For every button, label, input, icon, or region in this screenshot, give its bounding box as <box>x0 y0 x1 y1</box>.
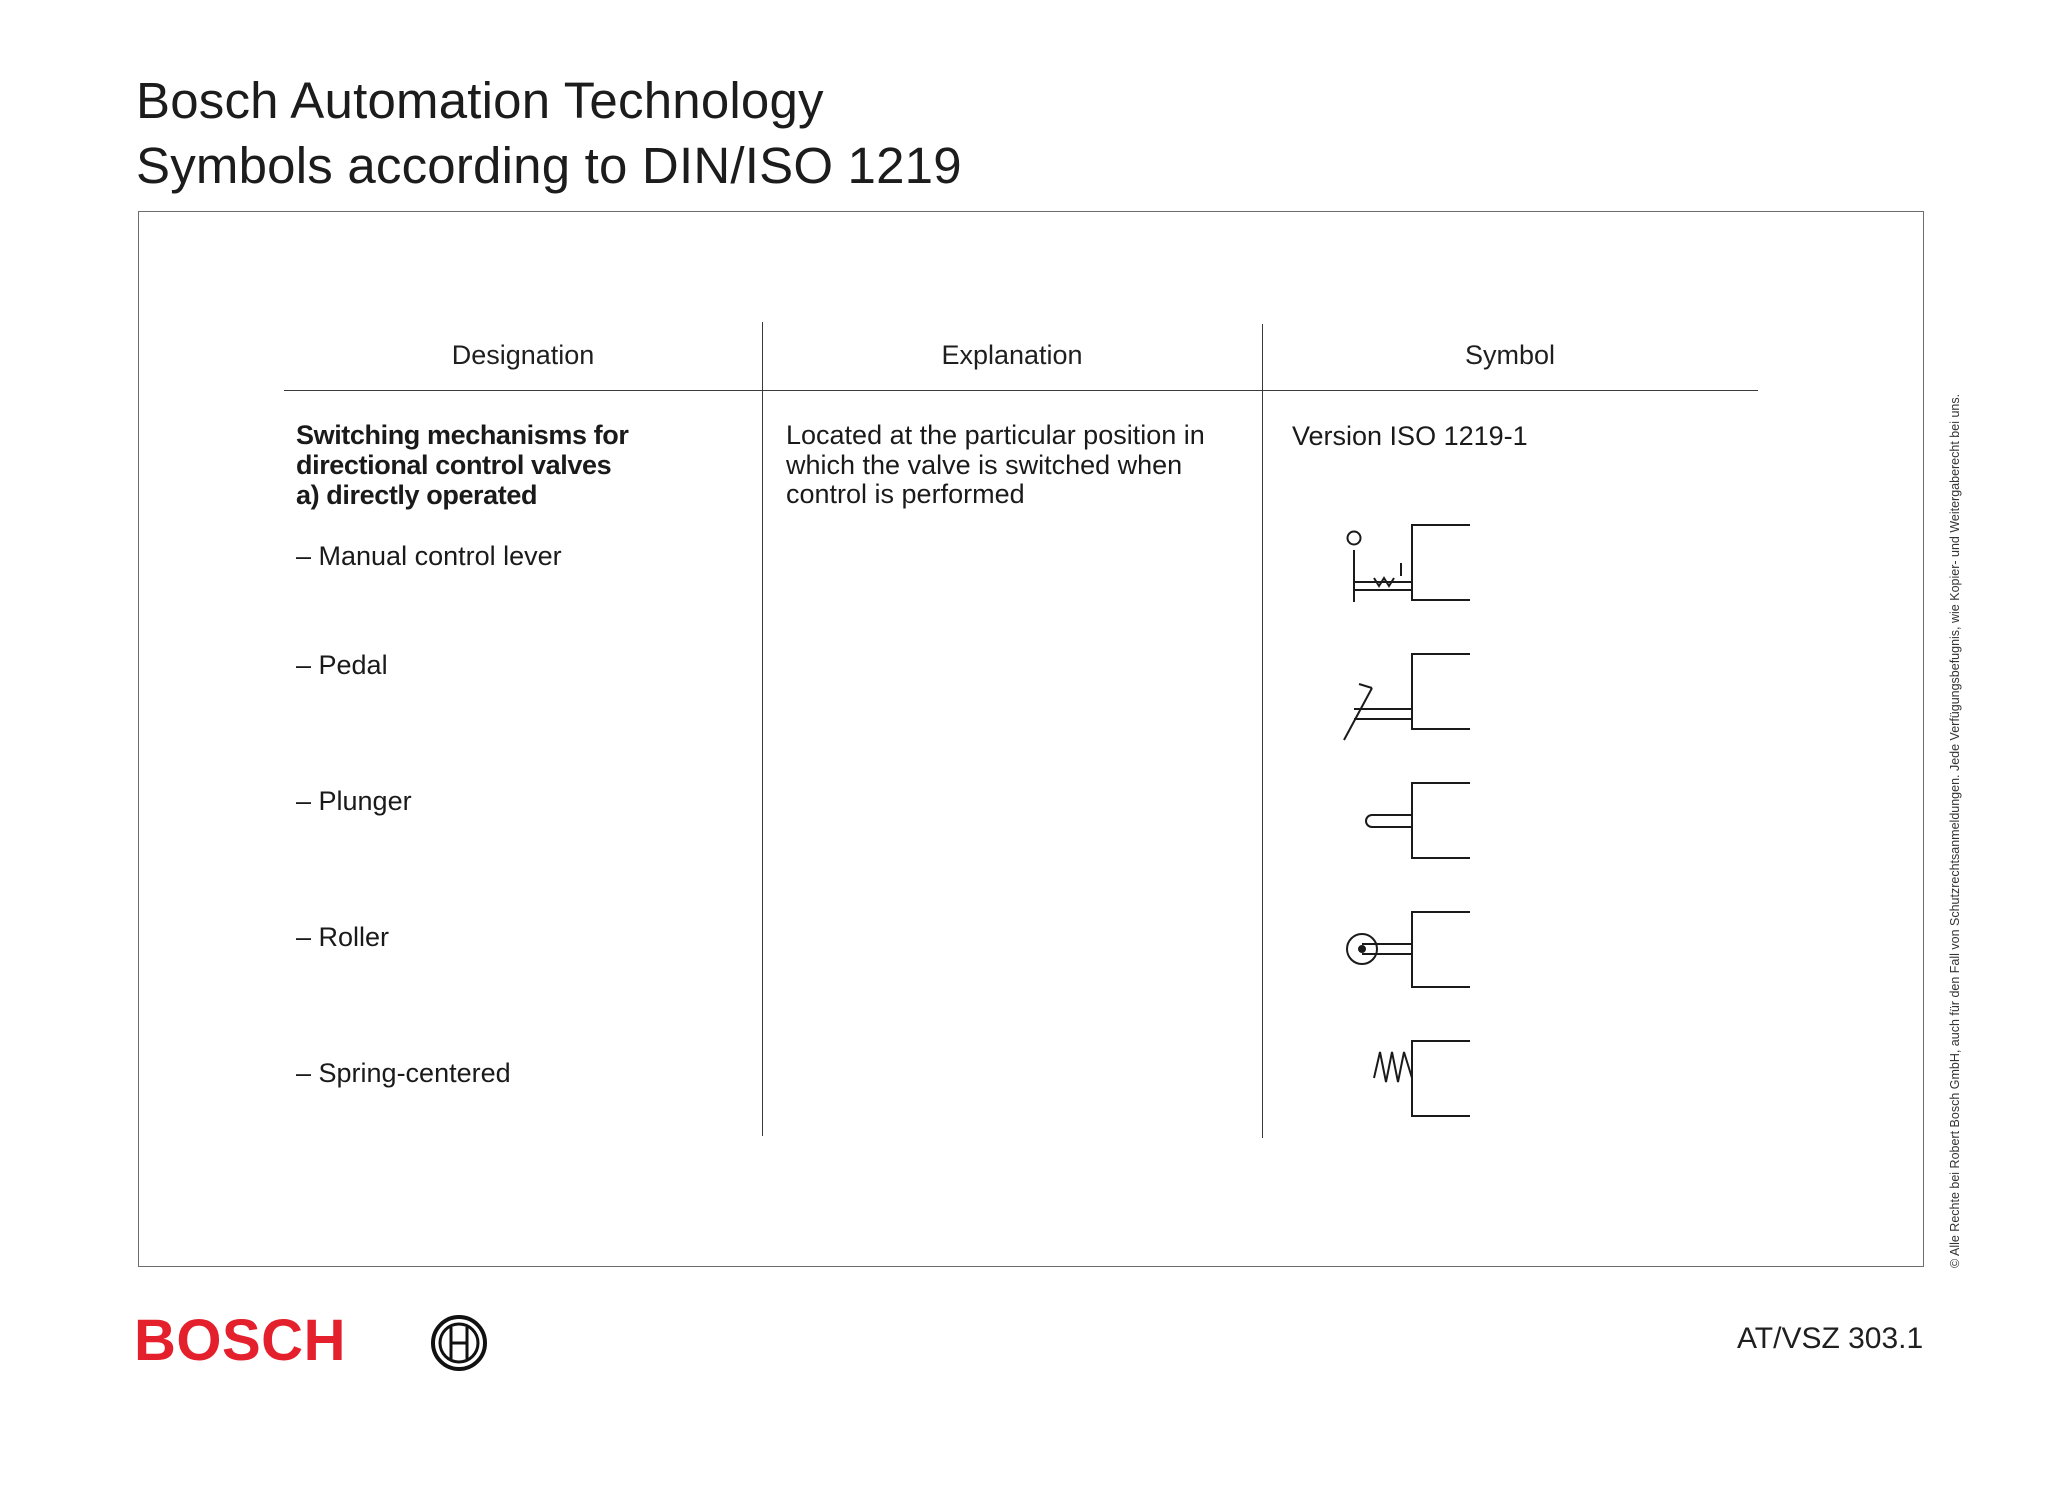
explanation-line-1: Located at the particular position in <box>786 420 1205 450</box>
plunger-symbol-icon <box>1366 783 1470 858</box>
header-explanation: Explanation <box>941 340 1083 370</box>
title-line-1: Bosch Automation Technology <box>136 72 824 129</box>
item-roller: – Roller <box>296 922 390 952</box>
section-heading-line-1: Switching mechanisms for <box>296 420 629 450</box>
section-heading-line-3: a) directly operated <box>296 480 538 510</box>
bosch-armature-logo-icon <box>430 1314 488 1372</box>
copyright-notice: © Alle Rechte bei Robert Bosch GmbH, auch für den Fall von Schutzrechtsanmeldungen. Jede Verfügungsbefugnis, wie Kopier- und Weitergaberecht bei uns. <box>1948 393 1962 1268</box>
manual-lever-symbol-icon <box>1348 525 1471 602</box>
item-spring-centered: – Spring-centered <box>296 1058 511 1088</box>
explanation-line-2: which the valve is switched when <box>786 449 1183 480</box>
explanation-line-3: control is performed <box>786 479 1025 509</box>
header-designation: Designation <box>451 340 595 370</box>
pedal-symbol-icon <box>1344 654 1470 740</box>
title-line-2: Symbols according to DIN/ISO 1219 <box>136 137 962 194</box>
spring-symbol-icon <box>1374 1041 1470 1116</box>
bosch-wordmark: BOSCH <box>134 1308 346 1373</box>
header-symbol: Symbol <box>1464 340 1556 370</box>
section-heading-line-2: directional control valves <box>296 450 612 480</box>
symbol-version-label: Version ISO 1219-1 <box>1292 421 1528 451</box>
item-plunger: – Plunger <box>296 786 412 816</box>
document-code: AT/VSZ 303.1 <box>1737 1322 1924 1355</box>
item-manual-control-lever: – Manual control lever <box>296 541 562 571</box>
roller-symbol-icon <box>1347 912 1470 987</box>
item-pedal: – Pedal <box>296 650 388 680</box>
